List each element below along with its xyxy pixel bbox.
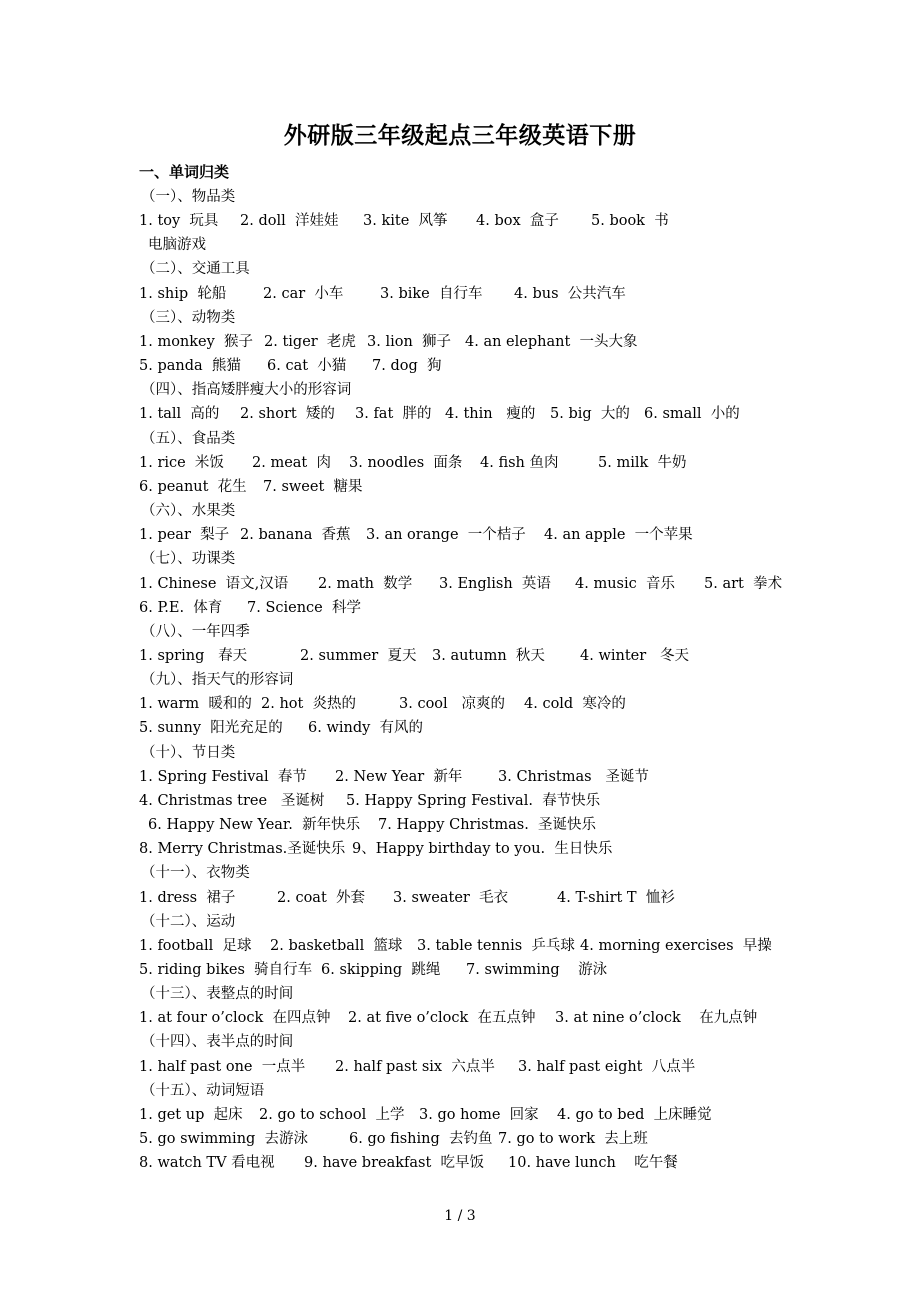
vocab-item: 6. go fishing 去钓鱼 xyxy=(349,1131,493,1148)
vocab-item: 3. autumn 秋天 xyxy=(432,647,545,664)
vocab-item: 2. New Year 新年 xyxy=(335,768,463,785)
vocab-row xyxy=(139,765,839,789)
vocab-item: 8. watch TV 看电视 xyxy=(139,1155,275,1172)
category-heading: （九）、指天气的形容词 xyxy=(141,672,294,689)
vocab-item: 1. dress 裙子 xyxy=(139,889,236,906)
vocab-item: 1. rice 米饭 xyxy=(139,454,224,471)
vocab-row xyxy=(139,789,839,813)
category-heading: （二）、交通工具 xyxy=(141,261,250,278)
category-heading: （七）、功课类 xyxy=(141,551,236,568)
vocab-item: 5. art 拳术 xyxy=(704,575,783,592)
vocab-item: 3. noodles 面条 xyxy=(349,454,463,471)
vocab-item: 3. at nine o’clock 在九点钟 xyxy=(555,1010,758,1027)
vocab-item: 2. banana 香蕉 xyxy=(240,527,351,544)
vocab-item: 1. at four o’clock 在四点钟 xyxy=(139,1010,331,1027)
vocab-row xyxy=(139,886,839,910)
vocab-row xyxy=(139,716,839,740)
vocab-item: 6. windy 有风的 xyxy=(308,720,424,737)
vocab-item: 5. book 书 xyxy=(591,213,669,230)
vocab-item: 7. Happy Christmas. 圣诞快乐 xyxy=(378,817,597,834)
vocab-row xyxy=(139,1151,839,1175)
vocab-row xyxy=(139,644,839,668)
vocab-item: 3. Christmas 圣诞节 xyxy=(498,768,649,785)
vocab-item: 6. skipping 跳绳 xyxy=(321,962,441,978)
category-heading: （十二）、运动 xyxy=(141,913,236,930)
vocab-item: 4. fish 鱼肉 xyxy=(480,454,559,471)
vocab-row xyxy=(139,1006,839,1030)
vocab-row xyxy=(139,958,839,982)
page-indicator: 1 / 3 xyxy=(444,1208,476,1224)
vocab-row xyxy=(139,451,839,475)
vocab-item: 2. at five o’clock 在五点钟 xyxy=(348,1010,536,1027)
vocab-row xyxy=(139,934,839,958)
vocab-item: 8. Merry Christmas.圣诞快乐 xyxy=(139,841,346,858)
vocab-item: 5. panda 熊猫 xyxy=(139,358,241,375)
vocab-item: 4. go to bed 上床睡觉 xyxy=(557,1106,712,1123)
category-heading: （四）、指高矮胖瘦大小的形容词 xyxy=(141,382,352,399)
vocab-item: 4. morning exercises 早操 xyxy=(580,937,772,954)
vocab-row xyxy=(139,523,839,547)
word-list xyxy=(139,185,839,1175)
vocab-item: 4. T-shirt T 恤衫 xyxy=(557,889,675,906)
vocab-row xyxy=(139,692,839,716)
vocab-item: 3. table tennis 乒乓球 xyxy=(417,937,575,954)
vocab-item: 10. have lunch 吃午餐 xyxy=(508,1155,678,1172)
vocab-item: 1. tall 高的 xyxy=(139,406,220,423)
category-heading: （五）、食品类 xyxy=(141,430,236,447)
vocab-item: 2. meat 肉 xyxy=(252,454,331,471)
vocab-item: 1. Spring Festival 春节 xyxy=(139,768,307,785)
vocab-item: 5. milk 牛奶 xyxy=(598,454,687,471)
vocab-row xyxy=(139,475,839,499)
vocab-item: 9、Happy birthday to you. 生日快乐 xyxy=(352,841,613,858)
vocab-row xyxy=(139,402,839,426)
vocab-item: 3. fat 胖的 xyxy=(355,406,432,423)
vocab-row xyxy=(139,354,839,378)
category-heading: （一）、物品类 xyxy=(141,189,236,205)
vocab-row xyxy=(139,282,839,306)
vocab-item: 2. math 数学 xyxy=(318,575,413,592)
vocab-item: 4. bus 公共汽车 xyxy=(514,285,626,302)
vocab-item: 1. Chinese 语文,汉语 xyxy=(139,575,289,592)
category-heading: （十四）、表半点的时间 xyxy=(141,1034,294,1051)
vocab-item: 3. sweater 毛衣 xyxy=(393,889,509,906)
vocab-item: 1. pear 梨子 xyxy=(139,527,230,544)
vocab-item: 6. Happy New Year. 新年快乐 xyxy=(148,817,361,834)
vocab-item: 7. dog 狗 xyxy=(372,358,442,375)
vocab-item: 1. monkey 猴子 xyxy=(139,333,254,350)
vocab-row xyxy=(139,837,839,861)
vocab-item: 1. get up 起床 xyxy=(139,1106,243,1123)
vocab-item: 7. swimming 游泳 xyxy=(466,962,608,978)
vocab-item: 7. sweet 糖果 xyxy=(263,478,363,495)
vocab-item: 5. go swimming 去游泳 xyxy=(139,1131,309,1148)
vocab-item: 3. bike 自行车 xyxy=(380,285,483,302)
vocab-item: 4. thin 瘦的 xyxy=(445,406,536,423)
vocab-item: 2. half past six 六点半 xyxy=(335,1058,495,1075)
vocab-item: 2. hot 炎热的 xyxy=(261,696,357,713)
vocab-item: 2. basketball 篮球 xyxy=(270,937,403,954)
vocab-item: 4. winter 冬天 xyxy=(580,647,689,664)
vocab-item: 5. sunny 阳光充足的 xyxy=(139,720,283,737)
vocab-row xyxy=(139,209,839,233)
vocab-item: 1. half past one 一点半 xyxy=(139,1058,306,1075)
vocab-item: 4. Christmas tree 圣诞树 xyxy=(139,792,325,809)
vocab-row xyxy=(139,596,839,620)
vocab-item: 5. riding bikes 骑自行车 xyxy=(139,962,313,978)
vocab-item: 1. ship 轮船 xyxy=(139,285,227,302)
vocab-item: 电脑游戏 xyxy=(148,237,206,254)
vocab-item: 6. P.E. 体育 xyxy=(139,599,223,616)
vocab-item: 3. an orange 一个桔子 xyxy=(366,527,526,544)
vocab-row xyxy=(139,330,839,354)
vocab-item: 2. short 矮的 xyxy=(240,406,335,423)
category-heading: （六）、水果类 xyxy=(141,503,236,520)
vocab-row xyxy=(139,813,839,837)
vocab-item: 9. have breakfast 吃早饭 xyxy=(304,1155,485,1172)
vocab-item: 2. summer 夏天 xyxy=(300,647,417,664)
vocab-item: 4. music 音乐 xyxy=(575,575,675,592)
vocab-item: 6. small 小的 xyxy=(644,406,740,423)
vocab-item: 2. coat 外套 xyxy=(277,889,365,906)
category-heading: （十）、节日类 xyxy=(141,744,236,761)
page-title: 外研版三年级起点三年级英语下册 xyxy=(283,122,637,149)
vocab-item: 2. car 小车 xyxy=(263,285,344,302)
vocab-row xyxy=(139,1055,839,1079)
category-heading: （十五）、动词短语 xyxy=(141,1082,265,1099)
vocab-item: 7. go to work 去上班 xyxy=(498,1131,648,1148)
vocab-item: 3. half past eight 八点半 xyxy=(518,1058,696,1075)
vocab-item: 1. spring 春天 xyxy=(139,647,248,664)
vocab-item: 4. an apple 一个苹果 xyxy=(544,527,693,544)
vocab-item: 4. an elephant 一头大象 xyxy=(465,333,638,350)
vocab-item: 4. cold 寒冷的 xyxy=(524,696,626,713)
vocab-item: 6. cat 小猫 xyxy=(267,358,347,375)
vocab-item: 2. doll 洋娃娃 xyxy=(240,213,339,230)
vocab-item: 3. lion 狮子 xyxy=(367,333,452,350)
category-heading: （十一）、衣物类 xyxy=(141,865,250,882)
vocab-row xyxy=(139,1127,839,1151)
section-heading: 一、单词归类 xyxy=(139,163,230,181)
vocab-row xyxy=(139,572,839,596)
vocab-item: 3. go home 回家 xyxy=(419,1106,539,1123)
vocab-item: 1. football 足球 xyxy=(139,937,252,954)
vocab-row xyxy=(139,1103,839,1127)
vocab-item: 3. English 英语 xyxy=(439,575,551,592)
category-heading: （三）、动物类 xyxy=(141,309,236,326)
vocab-item: 1. toy 玩具 xyxy=(139,213,219,230)
vocab-item: 5. big 大的 xyxy=(550,406,630,423)
vocab-item: 3. kite 风筝 xyxy=(363,213,448,230)
vocab-item: 1. warm 暖和的 xyxy=(139,696,252,713)
vocab-item: 4. box 盒子 xyxy=(476,213,559,230)
category-heading: （十三）、表整点的时间 xyxy=(141,986,294,1003)
vocab-item: 3. cool 凉爽的 xyxy=(399,696,505,713)
category-heading: （八）、一年四季 xyxy=(141,623,250,640)
vocab-item: 2. go to school 上学 xyxy=(259,1106,405,1123)
vocab-row xyxy=(139,233,839,257)
vocab-item: 7. Science 科学 xyxy=(247,599,361,616)
vocab-item: 2. tiger 老虎 xyxy=(264,333,356,350)
vocab-item: 6. peanut 花生 xyxy=(139,478,247,495)
vocab-item: 5. Happy Spring Festival. 春节快乐 xyxy=(346,792,601,809)
